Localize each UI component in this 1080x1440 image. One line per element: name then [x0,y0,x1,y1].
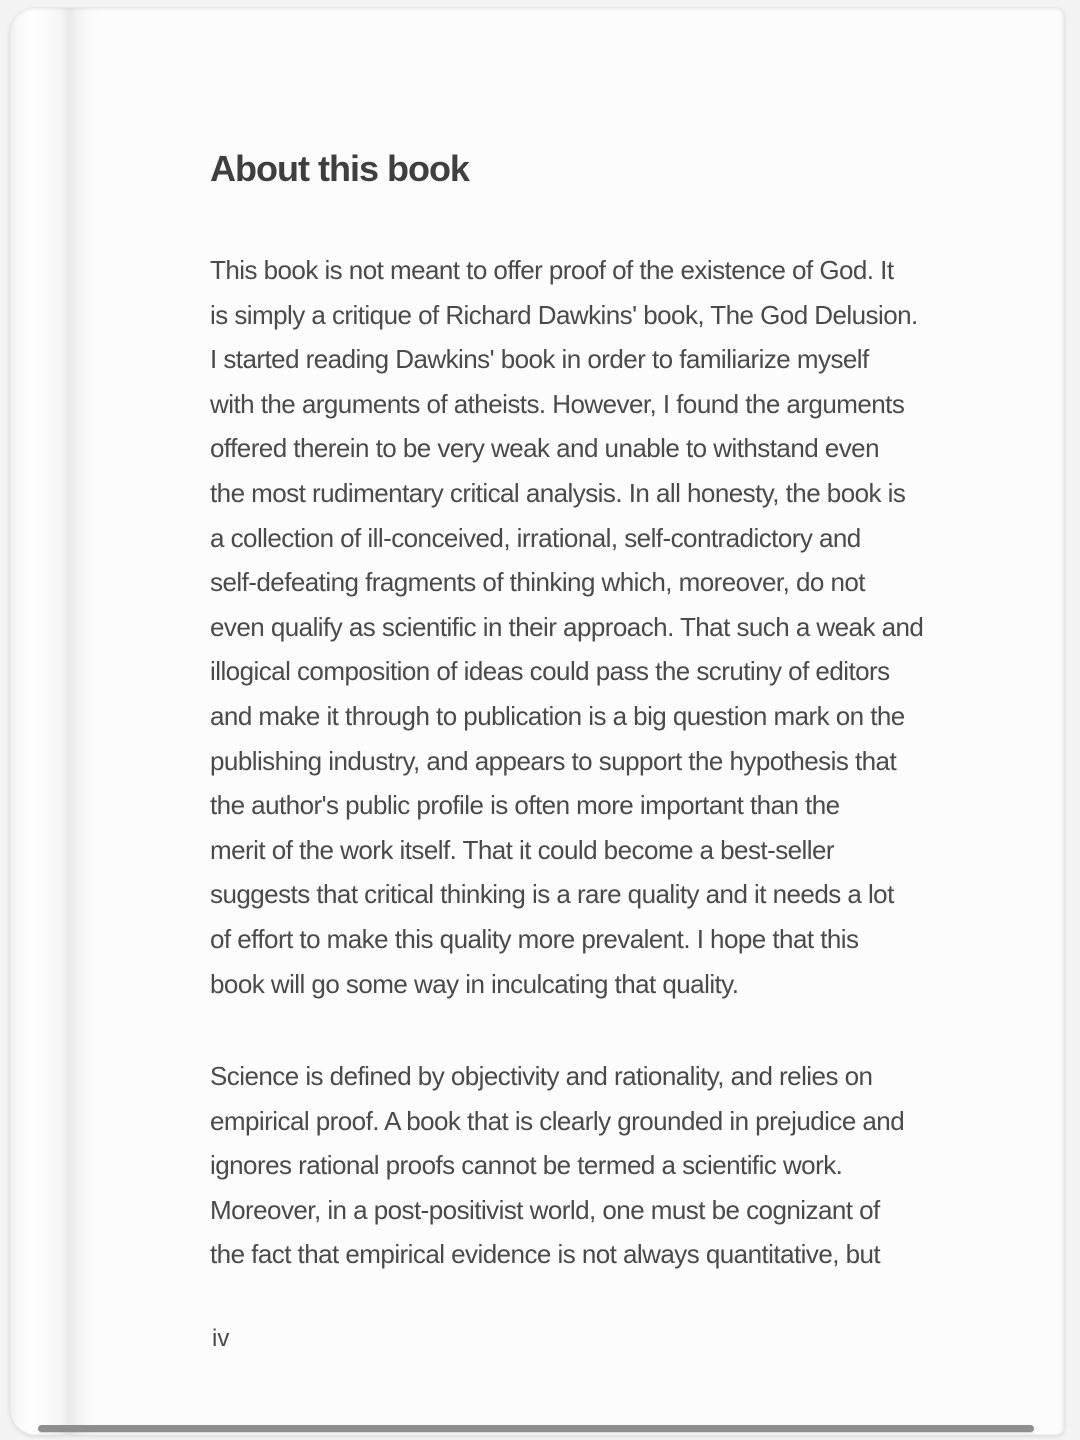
text-line: with the arguments of atheists. However, I found the arguments [210,388,905,419]
text-line: Moreover, in a post-positivist world, one must be cognizant of [210,1194,880,1225]
text-line: Science is defined by objectivity and rationality, and relies on [210,1061,873,1091]
text-line: is simply a critique of Richard Dawkins' book, The God Delusion. [210,299,918,330]
book-page [10,8,1064,1435]
text-line: This book is not meant to offer proof of the existence of God. It [210,255,894,285]
text-line: a collection of ill-conceived, irrational, self-contradictory and [210,522,861,553]
book-bottom-edge [38,1425,1034,1432]
page-title: About this book [210,148,469,189]
paragraph-science [210,1054,910,1277]
text-line: I started reading Dawkins' book in order to familiarize myself [210,344,869,375]
text-line: of effort to make this quality more prevalent. I hope that this [210,923,859,954]
text-line: even qualify as scientific in their approach. That such a weak and [210,611,924,642]
text-line: the fact that empirical evidence is not always quantitative, but [210,1239,881,1270]
text-line: empirical proof. A book that is clearly grounded in prejudice and [210,1105,905,1136]
page-number: iv [212,1325,230,1352]
text-line: and make it through to publication is a big question mark on the [210,700,905,731]
text-line: ignores rational proofs cannot be termed a scientific work. [210,1150,843,1181]
text-line: publishing industry, and appears to support the hypothesis that [210,745,897,776]
text-line: self-defeating fragments of thinking which, moreover, do not [210,567,865,598]
paragraph-about-book [210,248,924,1006]
text-line: book will go some way in inculcating that quality. [210,968,739,999]
text-line: suggests that critical thinking is a rare quality and it needs a lot [210,879,894,910]
text-line: the author's public profile is often more important than the [210,790,840,821]
text-line: illogical composition of ideas could pass the scrutiny of editors [210,656,890,687]
text-line: offered therein to be very weak and unable to withstand even [210,433,879,464]
text-line: the most rudimentary critical analysis. In all honesty, the book is [210,477,906,508]
text-line: merit of the work itself. That it could become a best-seller [210,834,835,865]
